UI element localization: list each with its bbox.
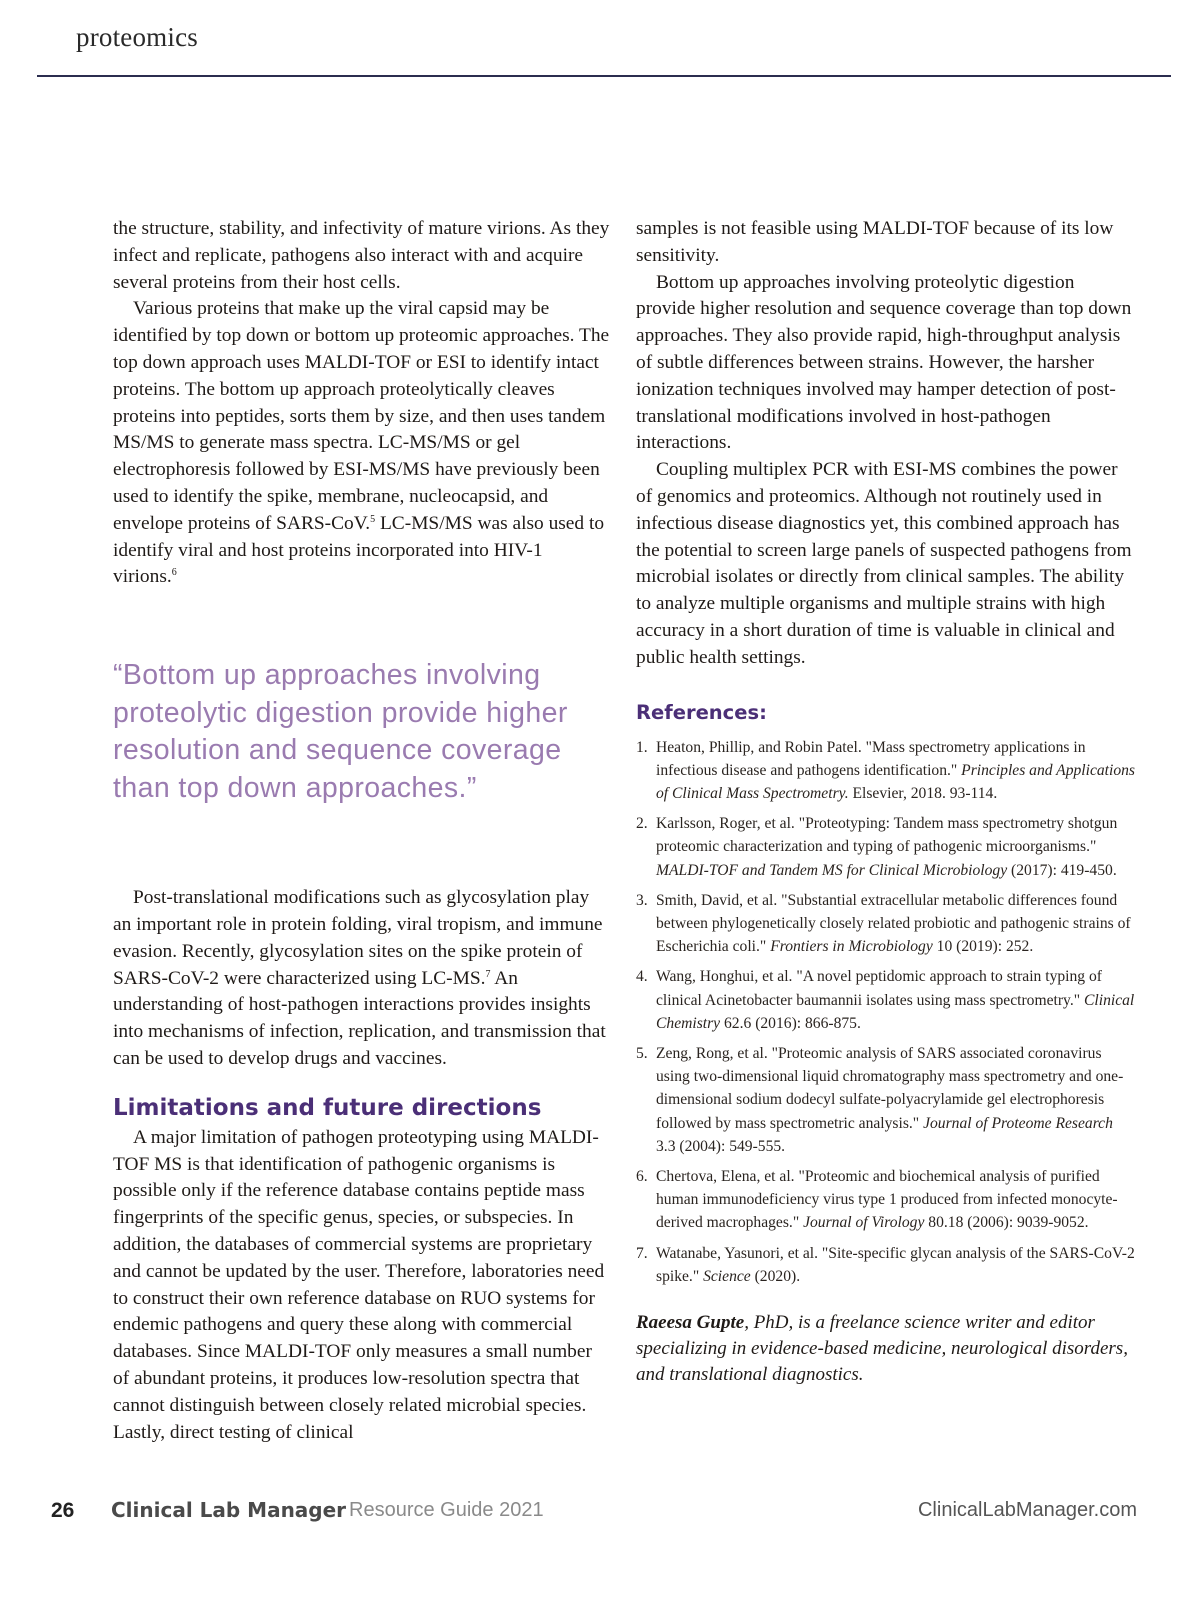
reference-number: 1. xyxy=(636,738,648,756)
page-number: 26 xyxy=(51,1499,75,1522)
references-list xyxy=(636,736,1136,1288)
citation-superscript: 6 xyxy=(171,567,177,579)
publication-issue: Resource Guide 2021 xyxy=(349,1499,544,1521)
reference-source: Science xyxy=(703,1267,751,1285)
references-heading: References: xyxy=(636,700,767,724)
reference-source: MALDI-TOF and Tandem MS for Clinical Microbiology xyxy=(656,861,1008,879)
body-paragraph: samples is not feasible using MALDI-TOF because of its low sensitivity. xyxy=(636,218,1114,266)
reference-text: Wang, Honghui, et al. "A novel peptidomic approach to strain typing of clinical Acinetobacter baumannii isolates using mass spectrometry." xyxy=(656,968,1102,1009)
pull-quote: “Bottom up approaches involving proteolytic digestion provide higher resolution and sequence coverage than top down approaches.” xyxy=(113,659,568,804)
reference-source: Clinical Chemistry xyxy=(656,991,1135,1032)
reference-number: 3. xyxy=(636,891,648,909)
reference-tail: 3.3 (2004): 549-555. xyxy=(656,1137,786,1155)
body-paragraph: the structure, stability, and infectivity of mature virions. As they infect and replicate, pathogens also interact with and acquire several proteins from their host cells. xyxy=(113,218,610,293)
website-url: ClinicalLabManager.com xyxy=(917,1499,1137,1521)
reference-number: 5. xyxy=(636,1044,648,1062)
reference-item xyxy=(636,1042,1136,1158)
body-paragraph xyxy=(113,885,610,1073)
body-paragraph: Bottom up approaches involving proteolytic digestion provide higher resolution and sequence coverage than top down approaches. They also provide rapid, high-throughput analysis of subtle differences between strains. However, the harsher ionization techniques involved may hamper detection of post-translational modifications involved in host-pathogen interactions. xyxy=(636,271,1132,454)
reference-text: Karlsson, Roger, et al. "Proteotyping: Tandem mass spectrometry shotgun proteomic characterization and typing of pathogenic microorganisms." xyxy=(656,815,1118,856)
reference-source: Journal of Virology xyxy=(803,1214,925,1232)
reference-tail: Elsevier, 2018. 93-114. xyxy=(848,784,998,802)
reference-text: Heaton, Phillip, and Robin Patel. "Mass spectrometry applications in infectious disease and pathogens identification." xyxy=(656,738,1086,779)
citation-superscript: 5 xyxy=(370,513,376,525)
author-bio-text: , PhD, is a freelance science writer and editor specializing in evidence-based medicine, neurological disorders, and translational diagnostics. xyxy=(636,1312,1128,1386)
author-bio xyxy=(636,1310,1136,1388)
reference-text: Zeng, Rong, et al. "Proteomic analysis of SARS associated coronavirus using two-dimensional liquid chromatography mass spectrometry and one-dimensional sodium dodecyl sulfate-polyacrylamide gel electrophoresis followed by mass spectrometric analysis." xyxy=(656,1044,1124,1132)
body-paragraph xyxy=(113,296,610,591)
right-column xyxy=(636,216,1136,1388)
reference-number: 6. xyxy=(636,1168,648,1185)
reference-text: Watanabe, Yasunori, et al. "Site-specific glycan analysis of the SARS-CoV-2 spike." xyxy=(656,1244,1135,1285)
reference-tail: 80.18 (2006): 9039-9052. xyxy=(924,1214,1089,1232)
reference-item xyxy=(636,889,1136,959)
section-label: proteomics xyxy=(76,22,198,52)
reference-text: Smith, David, et al. "Substantial extracellular metabolic differences found between phylogenetically closely related probiotic and pathogenic strains of Escherichia coli." xyxy=(656,891,1131,956)
reference-item xyxy=(636,1242,1136,1288)
reference-number: 2. xyxy=(636,815,648,833)
reference-tail: 62.6 (2016): 866-875. xyxy=(720,1014,861,1032)
reference-source: Journal of Proteome Research xyxy=(923,1114,1113,1132)
page-footer xyxy=(0,1494,1200,1528)
paragraph-text: Post-translational modifications such as glycosylation play an important role in protein folding, viral tropism, and immune evasion. Recently, glycosylation sites on the spike protein of SARS-CoV-2 were characterized using LC-MS. xyxy=(113,887,603,989)
paragraph-text: Various proteins that make up the viral capsid may be identified by top down or bottom up proteomic approaches. The top down approach uses MALDI-TOF or ESI to identify intact proteins. The bottom up approach proteolytically cleaves proteins into peptides, sorts them by size, and then uses tandem MS/MS to generate mass spectra. LC-MS/MS or gel electrophoresis followed by ESI-MS/MS have previously been used to identify the spike, membrane, nucleocapsid, and envelope proteins of SARS-CoV. xyxy=(113,298,610,534)
body-paragraph: Coupling multiplex PCR with ESI-MS combines the power of genomics and proteomics. Although not routinely used in infectious disease diagnostics yet, this combined approach has the potential to screen large panels of suspected pathogens from microbial isolates or directly from clinical samples. The ability to analyze multiple organisms and multiple strains with high accuracy in a short duration of time is valuable in clinical and public health settings. xyxy=(636,459,1132,668)
paragraph-text: An understanding of host-pathogen interactions provides insights into mechanisms of infection, replication, and transmission that can be used to develop drugs and vaccines. xyxy=(113,967,606,1069)
publication-name: Clinical Lab Manager xyxy=(111,1498,347,1522)
reference-number: 7. xyxy=(636,1244,648,1262)
reference-text: Chertova, Elena, et al. "Proteomic and biochemical analysis of purified human immunodeficiency virus type 1 produced from infected monocyte-derived macrophages." xyxy=(656,1168,1118,1232)
reference-number: 4. xyxy=(636,968,648,986)
reference-item xyxy=(636,1165,1136,1235)
reference-tail: (2020). xyxy=(750,1267,801,1285)
author-name: Raeesa Gupte xyxy=(636,1312,745,1334)
paragraph-text: LC-MS/MS was also used to identify viral and host proteins incorporated into HIV-1 virions. xyxy=(113,512,605,588)
reference-item xyxy=(636,812,1136,882)
section-heading: Limitations and future directions xyxy=(113,1094,542,1121)
reference-tail: (2017): 419-450. xyxy=(1007,861,1117,879)
reference-source: Principles and Applications of Clinical Mass Spectrometry. xyxy=(656,761,1136,802)
body-paragraph: A major limitation of pathogen proteotyping using MALDI-TOF MS is that identification of pathogenic organisms is possible only if the reference database contains peptide mass fingerprints of the specific genus, species, or subspecies. In addition, the databases of commercial systems are proprietary and cannot be updated by the user. Therefore, laboratories need to construct their own reference database on RUO systems for endemic pathogens and query these along with commercial databases. Since MALDI-TOF only measures a small number of abundant proteins, it produces low-resolution spectra that cannot distinguish between closely related microbial species. Lastly, direct testing of clinical xyxy=(113,1126,605,1443)
reference-tail: 10 (2019): 252. xyxy=(932,938,1034,956)
citation-superscript: 7 xyxy=(485,968,491,980)
reference-item xyxy=(636,736,1136,806)
reference-item xyxy=(636,965,1136,1035)
reference-source: Frontiers in Microbiology xyxy=(770,938,933,956)
header-divider xyxy=(37,75,1171,77)
left-column xyxy=(113,216,610,1446)
